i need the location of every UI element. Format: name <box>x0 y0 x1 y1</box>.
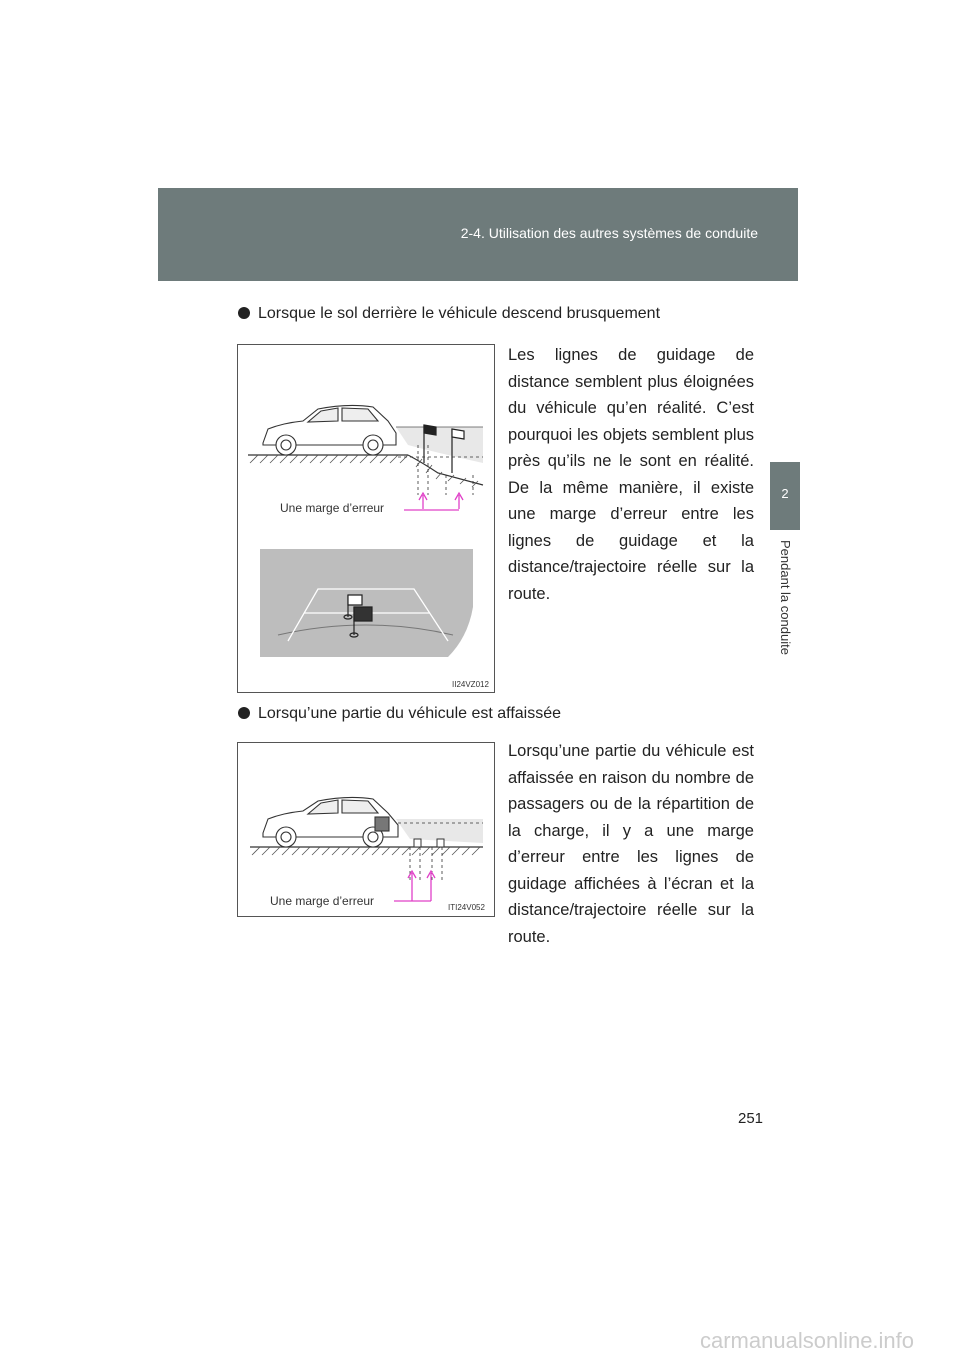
sag-illustration <box>238 743 494 916</box>
chapter-label-container <box>774 540 796 680</box>
watermark-logo <box>0 1322 960 1358</box>
figure-code-2: ITI24V052 <box>448 903 485 912</box>
paragraph-1: Les lignes de guidage de distance semblent plus éloignées du véhicule qu’en réalité. C’est pourquoi les objets semblent plus près qu’ils ne le sont en réalité. De la même manière, il existe une marge d’erreur entre les lignes de guidage et la distance/trajectoire réelle sur la route. <box>508 346 754 603</box>
figure-label-1: Une marge d’erreur <box>280 501 385 515</box>
page-number: 251 <box>738 1110 764 1127</box>
slope-illustration <box>238 345 494 692</box>
figure-label-2: Une marge d’erreur <box>270 894 375 908</box>
bullet-text-1: Lorsque le sol derrière le véhicule descend brusquement <box>258 305 661 322</box>
section-title: 2-4. Utilisation des autres systèmes de conduite <box>460 225 758 241</box>
bullet-dot-icon <box>238 307 250 319</box>
chapter-label: Pendant la conduite <box>778 540 793 655</box>
figure-sag <box>237 742 495 917</box>
chapter-number: 2 <box>781 486 789 501</box>
bullet-dot-icon <box>238 707 250 719</box>
paragraph-2: Lorsqu’une partie du véhicule est affaissée en raison du nombre de passagers ou de la répartition de la charge, il y a une marge d’erreur entre les lignes de guidage affichées à l’écran et la distance/trajectoire réelle sur la route. <box>508 742 754 946</box>
chapter-tab <box>770 462 800 530</box>
figure-code-1: II24VZ012 <box>452 680 489 689</box>
section-header-band <box>158 188 798 281</box>
car-icon <box>263 797 398 847</box>
bullet-item-1 <box>238 305 660 323</box>
bullet-item-2 <box>238 705 561 723</box>
car-icon <box>263 405 396 455</box>
bullet-text-2: Lorsqu’une partie du véhicule est affaissée <box>258 705 562 722</box>
svg-text:carmanualsonline.info: carmanualsonline.info <box>700 1328 915 1353</box>
figure-slope <box>237 344 495 693</box>
